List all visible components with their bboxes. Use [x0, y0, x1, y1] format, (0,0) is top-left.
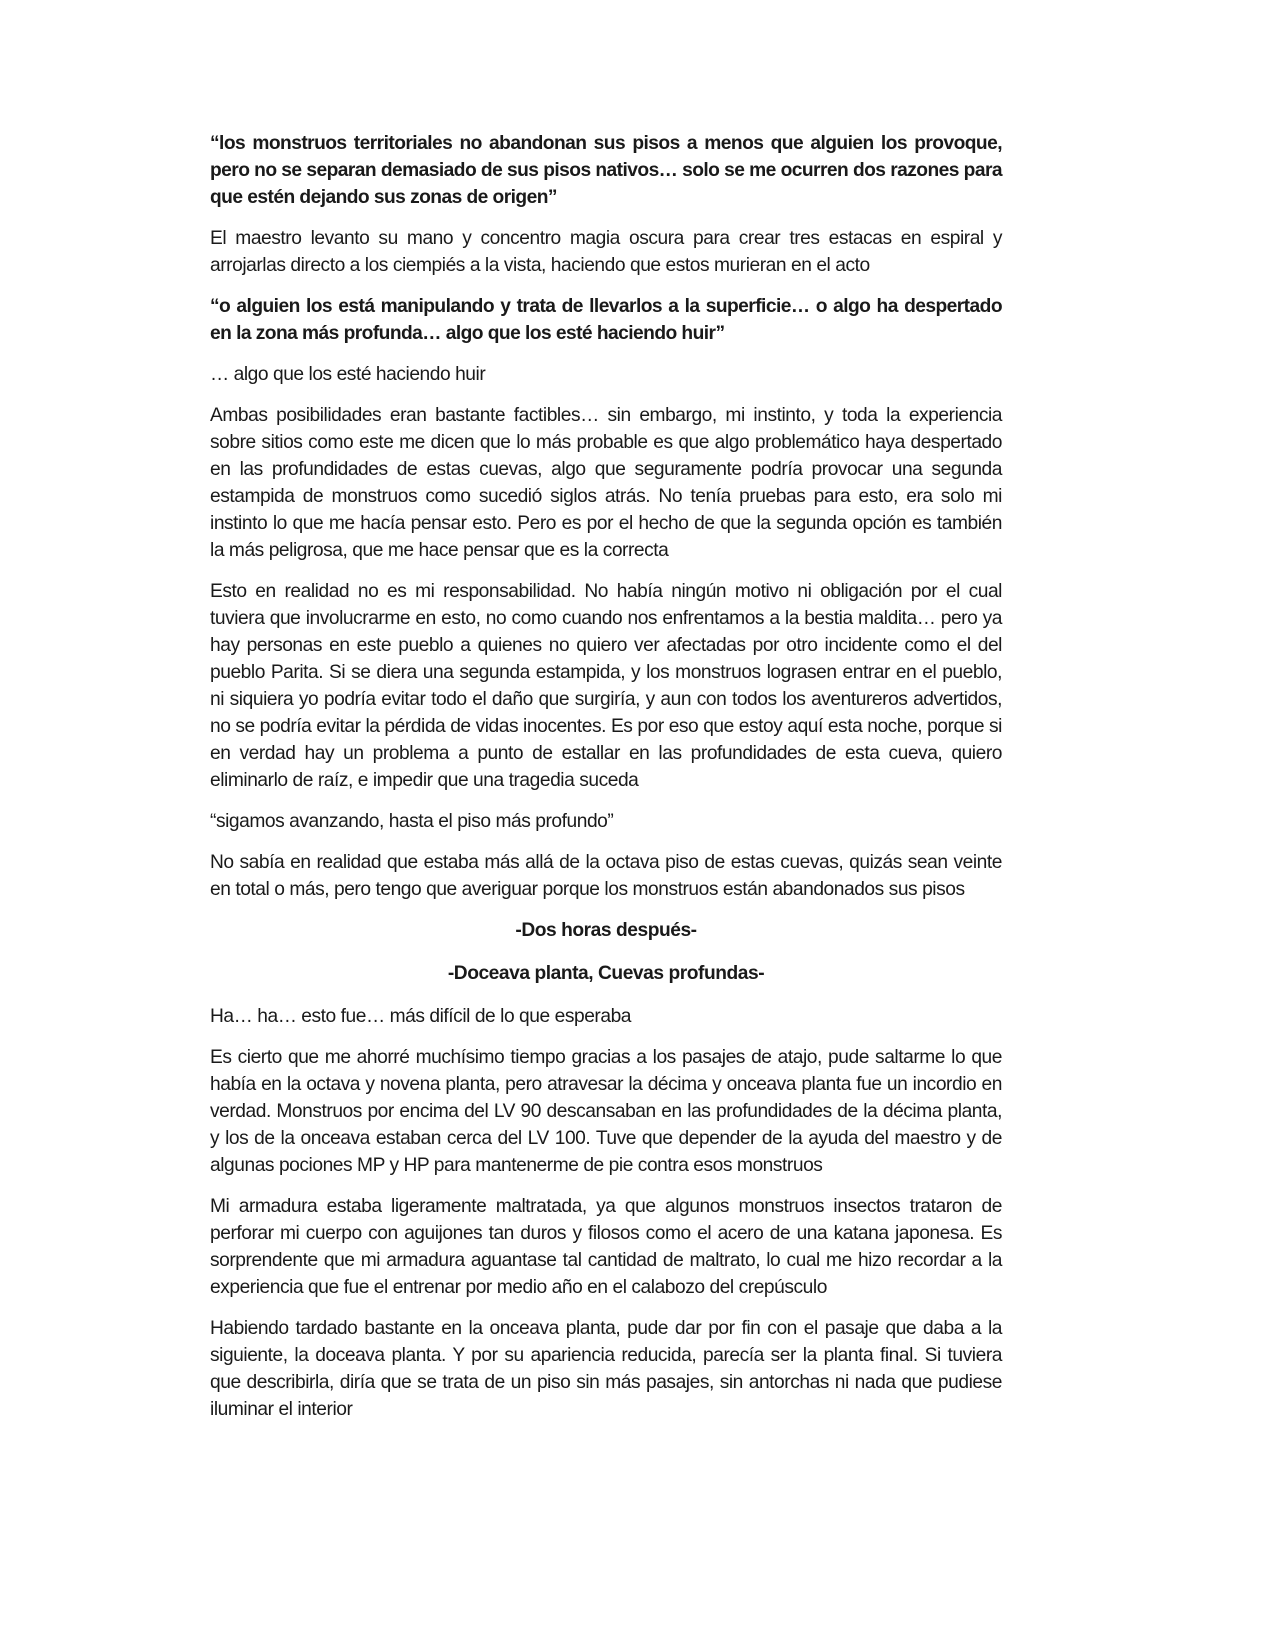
dialogue-paragraph-3: “o alguien los está manipulando y trata de llevarlos a la superficie… o algo ha despertado en la zona más profunda… algo que los esté haciendo huir”	[210, 296, 1002, 344]
narrative-paragraph-8: No sabía en realidad que estaba más allá de la octava piso de estas cuevas, quizás sean veinte en total o más, pero tengo que averiguar porque los monstruos están abandonados sus pisos	[210, 852, 1002, 900]
scene-break-heading-location: -Doceava planta, Cuevas profundas-	[447, 963, 765, 984]
narrative-paragraph-2: El maestro levanto su mano y concentro magia oscura para crear tres estacas en espiral y arrojarlas directo a los ciempiés a la vista, haciendo que estos murieran en el acto	[210, 228, 1002, 276]
narrative-paragraph-4: … algo que los esté haciendo huir	[210, 364, 486, 385]
narrative-paragraph-6: Esto en realidad no es mi responsabilidad. No había ningún motivo ni obligación por el cual tuviera que involucrarme en esto, no como cuando nos enfrentamos a la bestia maldita… pero ya hay personas en este pueblo a quienes no quiero ver afectadas por otro incidente como el del pueblo Parita. Si se diera una segunda estampida, y los monstruos lograsen entrar en el pueblo, ni siquiera yo podría evitar todo el daño que surgiría, y aun con todos los aventureros advertidos, no se podría evitar la pérdida de vidas inocentes. Es por eso que estoy aquí esta noche, porque si en verdad hay un problema a punto de estallar en las profundidades de esta cueva, quiero eliminarlo de raíz, e impedir que una tragedia suceda	[210, 581, 1002, 791]
dialogue-paragraph-1: “los monstruos territoriales no abandonan sus pisos a menos que alguien los provoque, pero no se separan demasiado de sus pisos nativos… solo se me ocurren dos razones para que estén dejando sus zonas de origen”	[210, 133, 1002, 208]
document-page	[210, 130, 1002, 1437]
narrative-paragraph-13: Mi armadura estaba ligeramente maltratada, ya que algunos monstruos insectos trataron de perforar mi cuerpo con aguijones tan duros y filosos como el acero de una katana japonesa. Es sorprendente que mi armadura aguantase tal cantidad de maltrato, lo cual me hizo recordar a la experiencia que fue el entrenar por medio año en el calabozo del crepúsculo	[210, 1196, 1002, 1298]
scene-break-heading-time: -Dos horas después-	[515, 920, 697, 941]
narrative-paragraph-12: Es cierto que me ahorré muchísimo tiempo gracias a los pasajes de atajo, pude saltarme lo que había en la octava y novena planta, pero atravesar la décima y onceava planta fue un incordio en verdad. Monstruos por encima del LV 90 descansaban en las profundidades de la décima planta, y los de la onceava estaban cerca del LV 100. Tuve que depender de la ayuda del maestro y de algunas pociones MP y HP para mantenerme de pie contra esos monstruos	[210, 1047, 1002, 1176]
dialogue-paragraph-7: “sigamos avanzando, hasta el piso más profundo”	[210, 811, 614, 832]
narrative-paragraph-5: Ambas posibilidades eran bastante factibles… sin embargo, mi instinto, y toda la experiencia sobre sitios como este me dicen que lo más probable es que algo problemático haya despertado en las profundidades de estas cuevas, algo que seguramente podría provocar una segunda estampida de monstruos como sucedió siglos atrás. No tenía pruebas para esto, era solo mi instinto lo que me hacía pensar esto. Pero es por el hecho de que la segunda opción es también la más peligrosa, que me hace pensar que es la correcta	[210, 405, 1002, 561]
narrative-paragraph-11: Ha… ha… esto fue… más difícil de lo que esperaba	[210, 1006, 632, 1027]
narrative-paragraph-14: Habiendo tardado bastante en la onceava planta, pude dar por fin con el pasaje que daba a la siguiente, la doceava planta. Y por su apariencia reducida, parecía ser la planta final. Si tuviera que describirla, diría que se trata de un piso sin más pasajes, sin antorchas ni nada que pudiese iluminar el interior	[210, 1318, 1002, 1420]
